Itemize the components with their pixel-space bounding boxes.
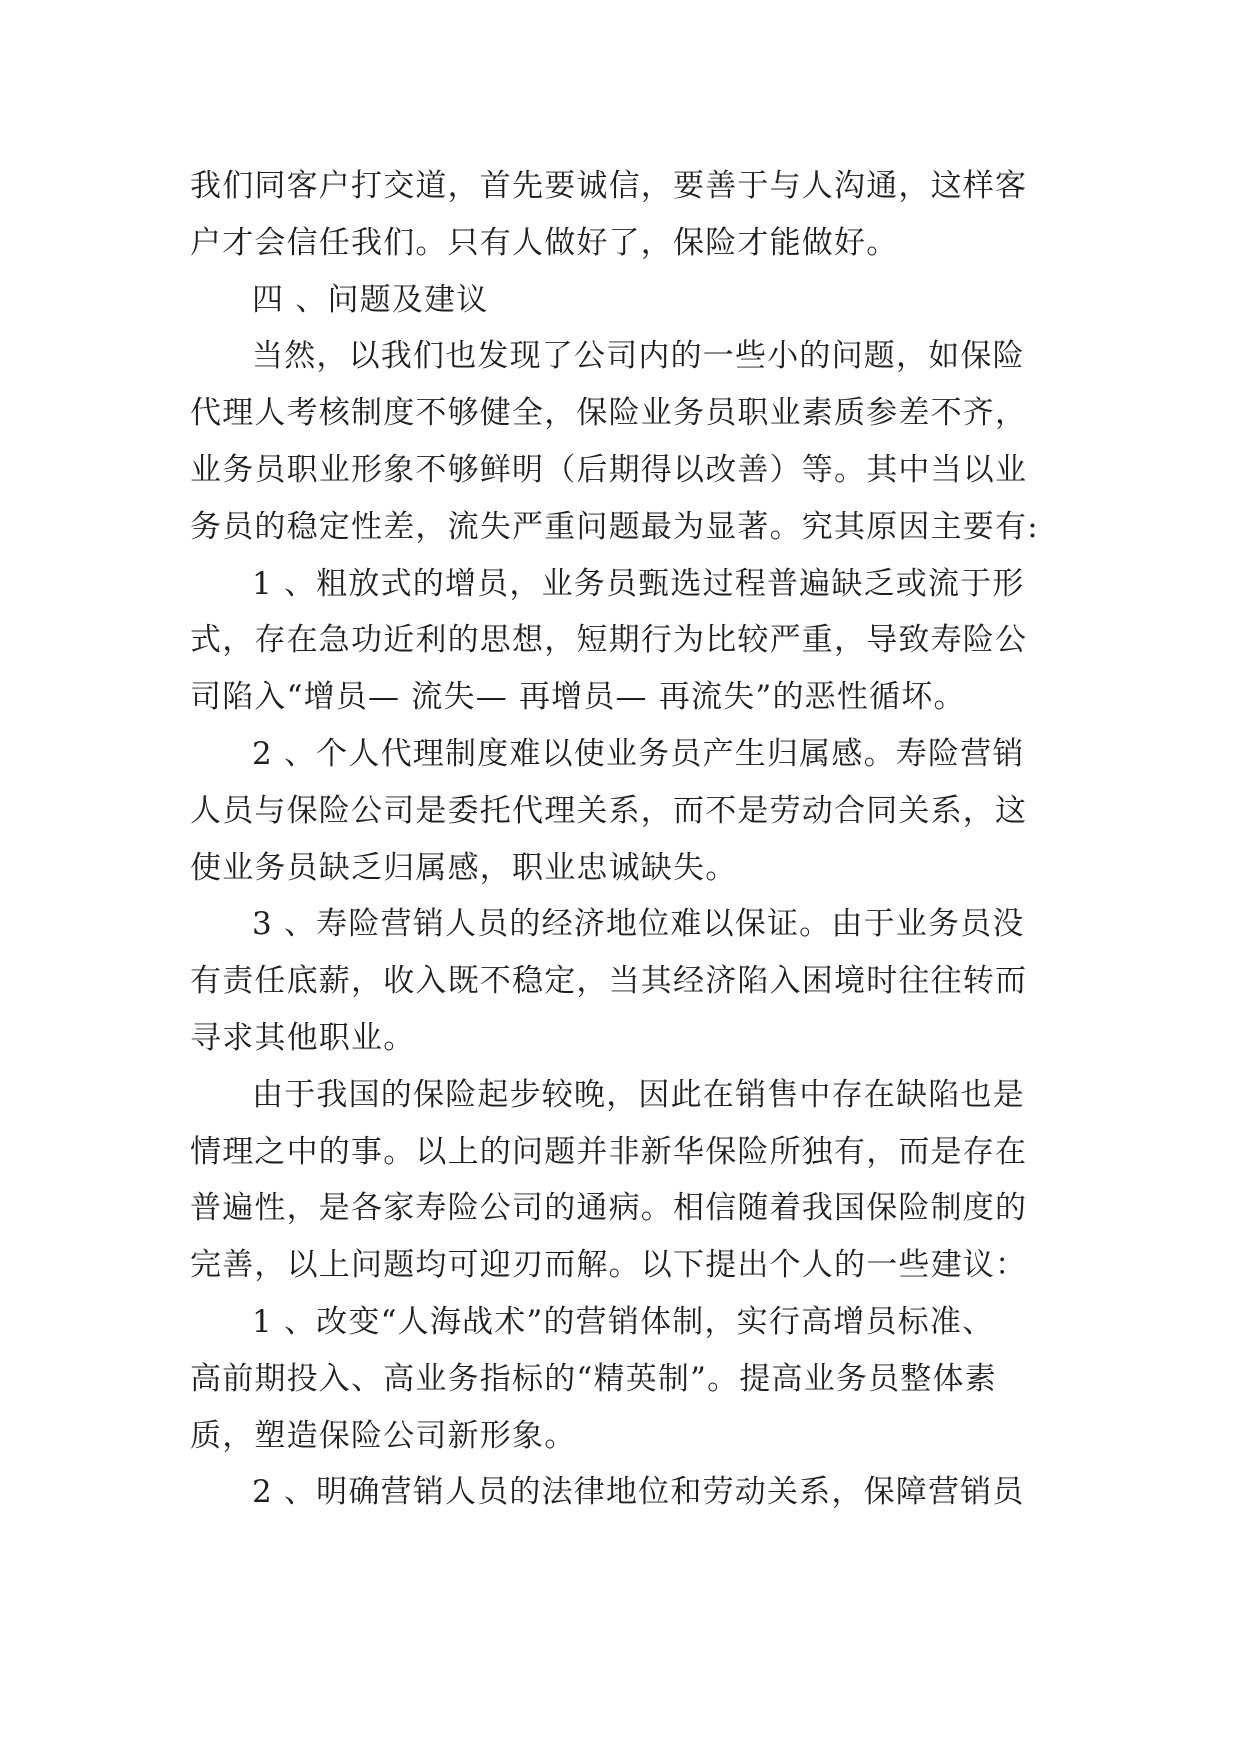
text-line: 情理之中的事。以上的问题并非新华保险所独有，而是存在 [190,1133,1028,1170]
text-line: 由于我国的保险起步较晚，因此在销售中存在缺陷也是 [252,1076,1025,1113]
text-line: 人员与保险公司是委托代理关系，而不是劳动合同关系，这 [190,792,1028,829]
text-line: 业务员职业形象不够鲜明（后期得以改善）等。其中当以业 [190,451,1028,488]
text-line: 务员的稳定性差，流失严重问题最为显著。究其原因主要有: [190,508,1039,545]
text-line: 3 、寿险营销人员的经济地位难以保证。由于业务员没 [252,906,1025,943]
text-line: 普遍性，是各家寿险公司的通病。相信随着我国保险制度的 [190,1190,1028,1227]
text-line: 完善，以上问题均可迎刃而解。以下提出个人的一些建议： [190,1247,1028,1284]
section-heading: 四 、问题及建议 [252,281,489,318]
text-line: 2 、明确营销人员的法律地位和劳动关系，保障营销员 [252,1474,1025,1511]
text-line: 式，存在急功近利的思想，短期行为比较严重，导致寿险公 [190,622,1028,659]
text-line: 使业务员缺乏归属感，职业忠诚缺失。 [190,849,738,886]
text-line: 寻求其他职业。 [190,1019,416,1056]
text-line: 我们同客户打交道，首先要诚信，要善于与人沟通，这样客 [190,168,1028,204]
text-line: 高前期投入、高业务指标的“精英制”。提高业务员整体素 [190,1360,997,1397]
body-text [190,158,1052,1521]
text-line: 2 、个人代理制度难以使业务员产生归属感。寿险营销 [252,735,1025,772]
text-line: 当然，以我们也发现了公司内的一些小的问题，如保险 [252,338,1025,375]
text-line: 1 、粗放式的增员，业务员甄选过程普遍缺乏或流于形 [252,565,1025,602]
text-line: 质，塑造保险公司新形象。 [190,1417,577,1454]
text-line: 1 、改变“人海战术”的营销体制，实行高增员标准、 [252,1303,995,1340]
text-line: 司陷入“增员— 流失— 再增员— 再流失”的恶性循坏。 [190,679,966,716]
text-line: 户才会信任我们。只有人做好了，保险才能做好。 [190,224,899,261]
text-line: 有责任底薪，收入既不稳定，当其经济陷入困境时往往转而 [190,963,1028,1000]
text-line: 代理人考核制度不够健全，保险业务员职业素质参差不齐， [190,395,1028,432]
